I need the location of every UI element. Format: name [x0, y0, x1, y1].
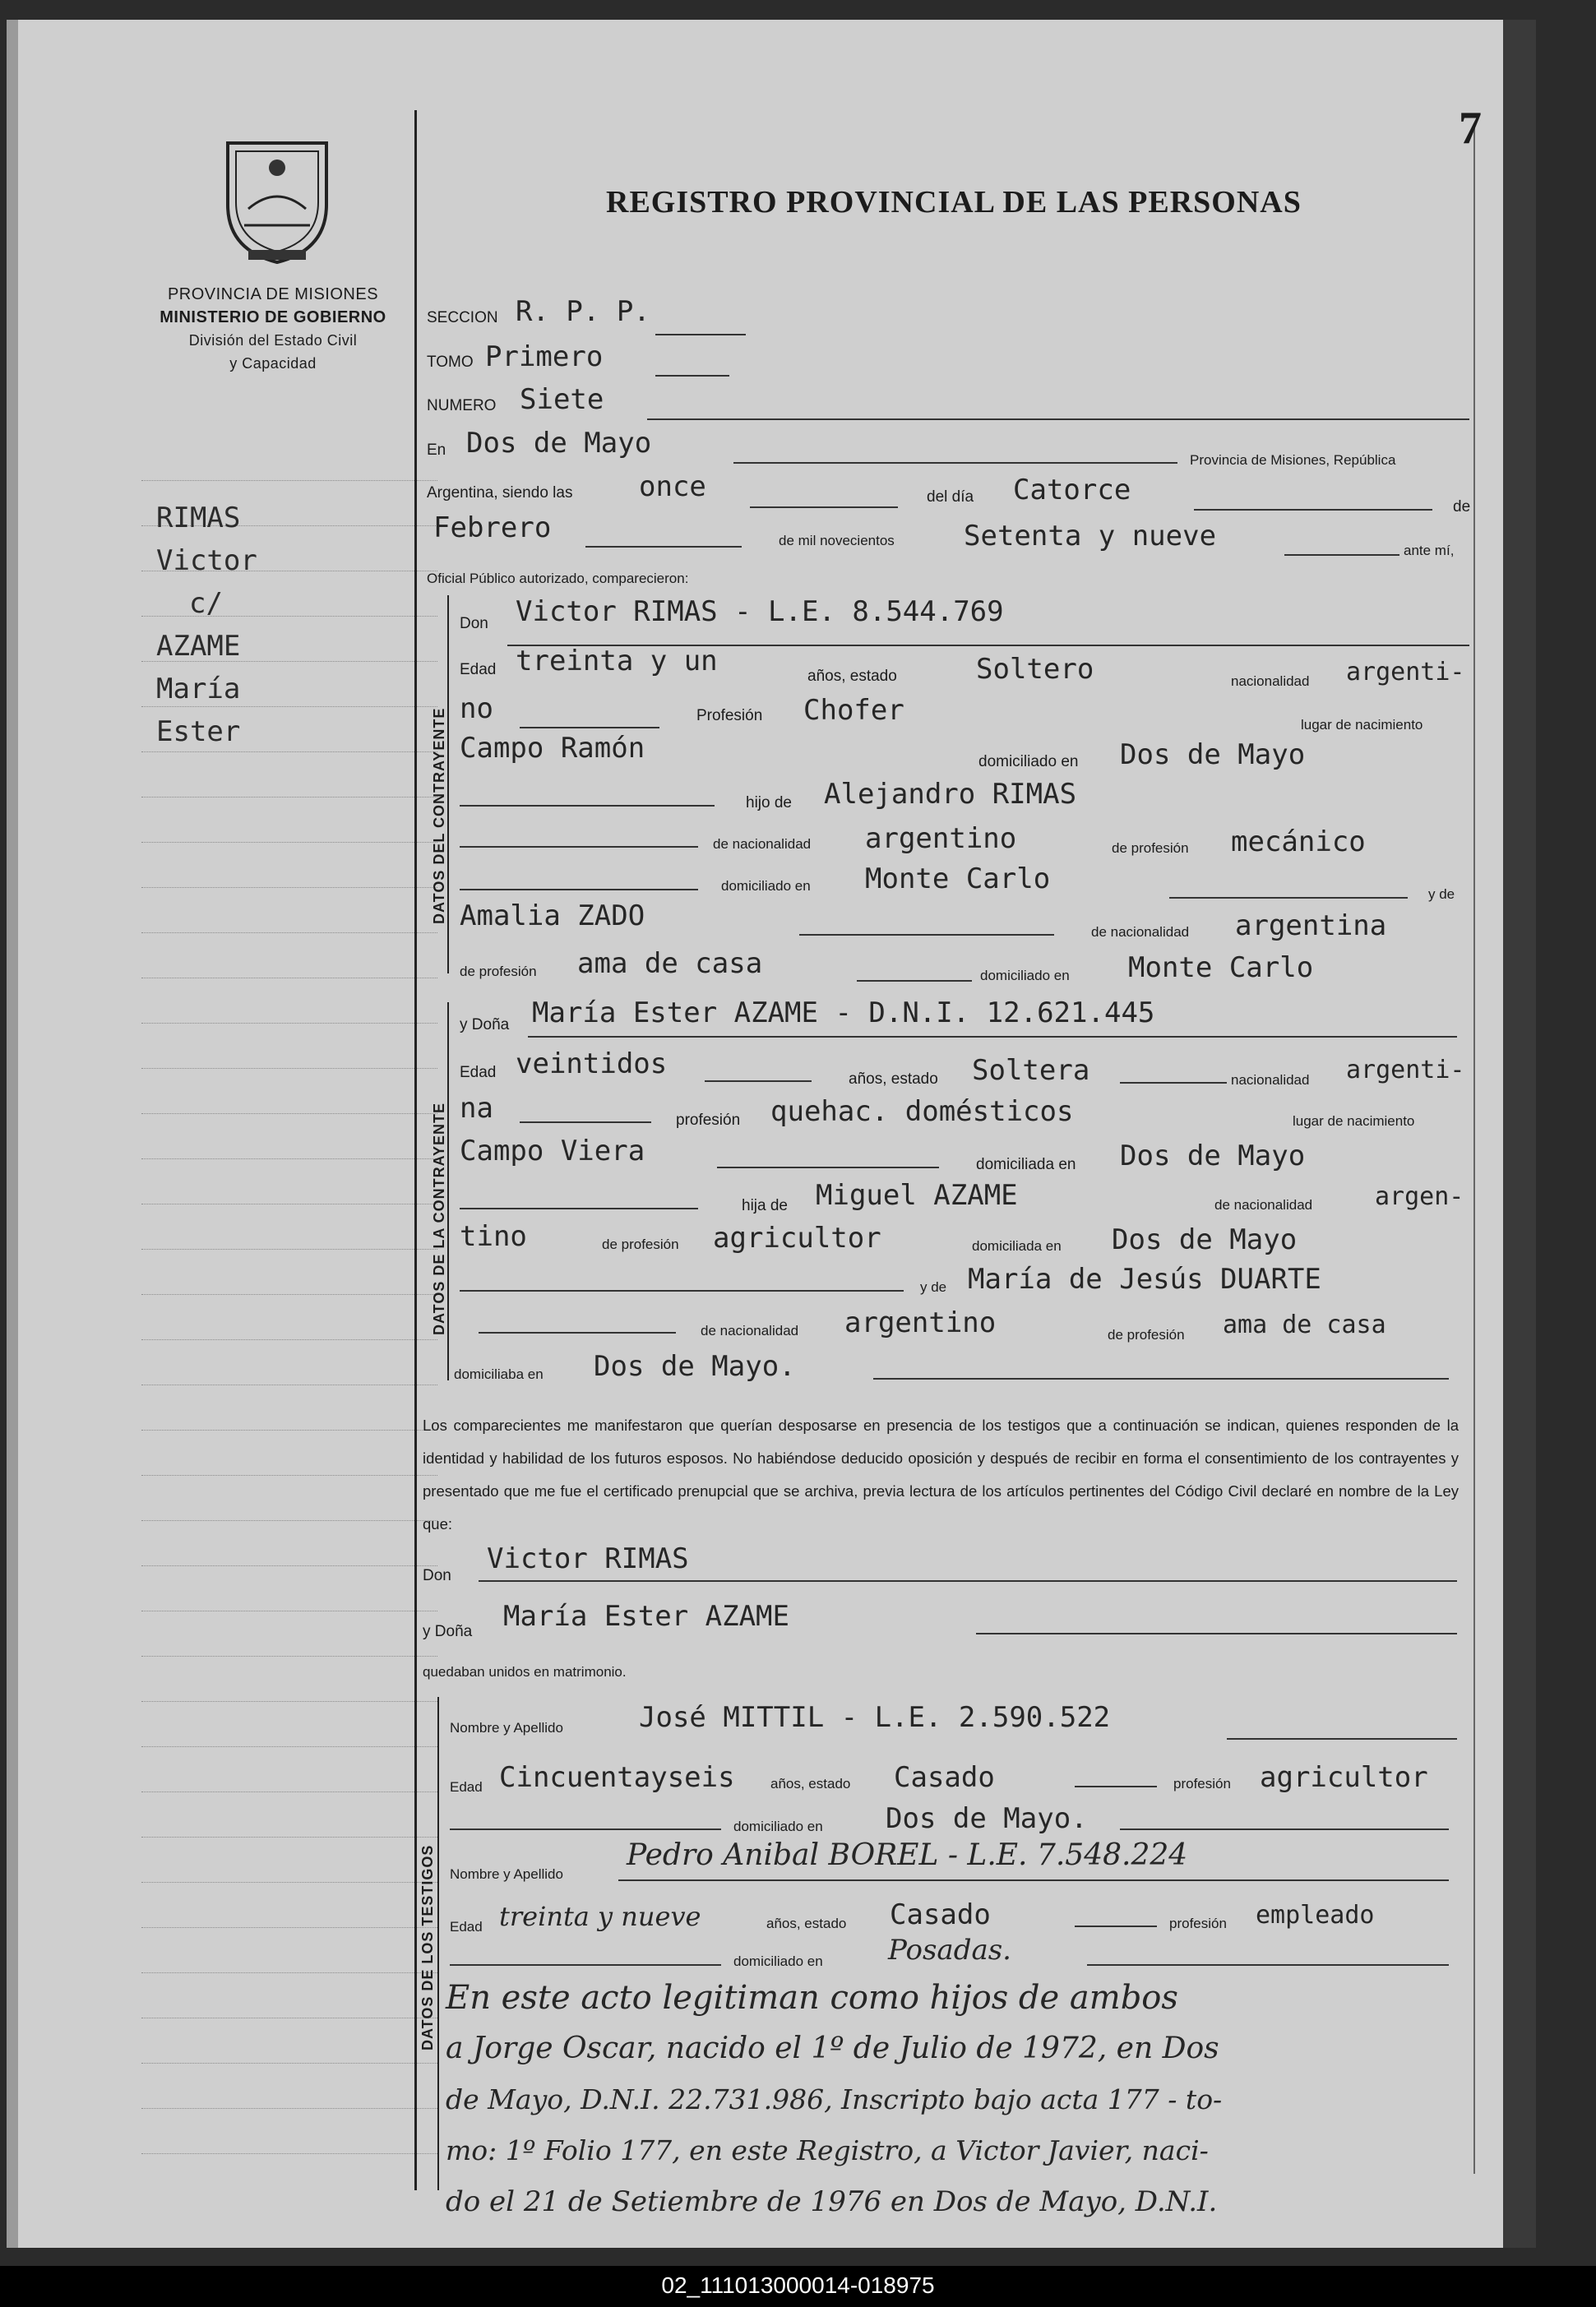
domicilio-label: domiciliado en: [978, 753, 1079, 770]
register-page: [7, 20, 1503, 2248]
t2-estado-label: años, estado: [766, 1916, 847, 1931]
t1-edad-label: Edad: [450, 1779, 483, 1795]
contrayente-edad: treinta y un: [516, 645, 718, 677]
en-label: En: [427, 442, 446, 459]
section-label-contrayente: DATOS DEL CONTRAYENTE: [431, 707, 447, 924]
division-label-2: y Capacidad: [229, 355, 317, 372]
t2-nombre-label: Nombre y Apellido: [450, 1866, 563, 1882]
f-madre-dom-label: domiciliaba en: [454, 1366, 544, 1382]
contrayente-f-nacionalidad: argenti-: [1346, 1056, 1465, 1084]
handwritten-note: [446, 1972, 1465, 2227]
f-madre-prof-label: de profesión: [1108, 1327, 1185, 1343]
t1-estado-label: años, estado: [770, 1776, 851, 1792]
numero-label: NUMERO: [427, 397, 497, 414]
f-padre-nacionalidad: argen-: [1375, 1182, 1464, 1211]
f-padre-prof-label: de profesión: [602, 1237, 679, 1252]
t1-domicilio: Dos de Mayo.: [886, 1802, 1088, 1835]
padre-prof-label: de profesión: [1112, 840, 1189, 856]
margin-note-line: Ester: [156, 715, 241, 748]
domicilio-f-label: domiciliada en: [976, 1156, 1076, 1173]
contrayente-f-lugar: Campo Viera: [460, 1135, 645, 1167]
f-padre-nacionalidad-2: tino: [460, 1220, 527, 1253]
document-id-footer: 02_111013000014-018975: [0, 2266, 1596, 2307]
f-y-de-label: y de: [920, 1279, 947, 1295]
contrayente-domicilio: Dos de Mayo: [1120, 738, 1306, 771]
madre-nac-label: de nacionalidad: [1091, 924, 1190, 940]
tomo-value: Primero: [485, 340, 604, 373]
seccion-label: SECCION: [427, 309, 498, 326]
padre-domicilio: Monte Carlo: [865, 862, 1051, 895]
ante-label: ante mí,: [1404, 543, 1455, 558]
t1-edad: Cincuentayseis: [499, 1761, 735, 1794]
union-don-label: Don: [423, 1567, 451, 1584]
t2-estado: Casado: [890, 1898, 991, 1931]
seccion-value: R. P. P.: [516, 295, 650, 328]
union-don: Victor RIMAS: [487, 1542, 689, 1575]
margin-note-line: AZAME: [156, 630, 241, 663]
y-de-label: y de: [1428, 886, 1455, 902]
argentina-label: Argentina, siendo las: [427, 484, 573, 502]
margin-note-line: María: [156, 673, 241, 705]
contrayente-f-name: María Ester AZAME - D.N.I. 12.621.445: [532, 996, 1155, 1029]
note-line: a Jorge Oscar, nacido el 1º de Julio de 1972, en Dos: [446, 2032, 1219, 2065]
del-dia-label: del día: [927, 488, 974, 506]
de-label: de: [1453, 498, 1471, 515]
numero-value: Siete: [520, 383, 604, 416]
contrayente-f-profesion: quehac. domésticos: [770, 1095, 1074, 1128]
margin-note-line: c/: [189, 587, 223, 620]
contrayente-profesion: Chofer: [803, 694, 904, 727]
estado-label: años, estado: [807, 668, 897, 685]
hora-value: once: [639, 470, 706, 503]
t1-dom-label: domiciliado en: [733, 1819, 823, 1834]
contrayente-lugar: Campo Ramón: [460, 732, 645, 765]
mil-label: de mil novecientos: [779, 533, 895, 548]
t1-nombre-label: Nombre y Apellido: [450, 1720, 563, 1736]
contrayente-f-nacionalidad-2: na: [460, 1092, 493, 1125]
lugar-f-label: lugar de nacimiento: [1293, 1113, 1415, 1129]
issuing-authority: [141, 283, 405, 375]
provincia-label: Provincia de Misiones, República: [1190, 452, 1396, 468]
t2-nombre: Pedro Anibal BOREL - L.E. 7.548.224: [627, 1838, 1188, 1872]
note-line: En este acto legitiman como hijos de ambos: [446, 1979, 1178, 2017]
ministry-label: MINISTERIO DE GOBIERNO: [160, 308, 386, 326]
tomo-label: TOMO: [427, 354, 474, 371]
padre-dom-label: domiciliado en: [721, 878, 811, 894]
f-madre-name: María de Jesús DUARTE: [968, 1263, 1321, 1296]
anio-value: Setenta y nueve: [964, 520, 1217, 552]
t2-dom-label: domiciliado en: [733, 1953, 823, 1969]
dona-label: y Doña: [460, 1016, 510, 1033]
t2-edad: treinta y nueve: [499, 1901, 701, 1932]
edad-f-label: Edad: [460, 1064, 497, 1081]
dia-value: Catorce: [1013, 474, 1131, 506]
note-line: do el 21 de Setiembre de 1976 en Dos de Mayo, D.N.I.: [446, 2185, 1218, 2218]
note-line: mo: 1º Folio 177, en este Registro, a Victor Javier, naci-: [446, 2134, 1209, 2166]
contrayente-nacionalidad: argenti-: [1346, 658, 1465, 687]
declaration-text: Los comparecientes me manifestaron que querían desposarse en presencia de los testigos que a continuación se indican, quienes responden de la identidad y habilidad de los futuros esposos. No habiéndose deducido oposición y después de recibir en forma el consentimiento de los contrayentes y presentado que me fue el certificado prenupcial que se archiva, previa lectura de los artículos pertinentes del Código Civil declaré en nombre de la Ley que:: [423, 1417, 1459, 1533]
quedaban-label: quedaban unidos en matrimonio.: [423, 1664, 627, 1680]
hijo-label: hijo de: [746, 794, 792, 811]
t2-domicilio: Posadas.: [888, 1934, 1011, 1967]
union-dona-label: y Doña: [423, 1623, 473, 1640]
t1-prof-label: profesión: [1173, 1776, 1231, 1792]
division-label: División del Estado Civil: [188, 332, 358, 349]
f-padre-nac-label: de nacionalidad: [1214, 1197, 1313, 1213]
page-number: 7: [1459, 103, 1482, 154]
margin-note-line: Victor: [156, 544, 257, 577]
contrayente-name: Victor RIMAS - L.E. 8.544.769: [516, 595, 1004, 628]
note-line: de Mayo, D.N.I. 22.731.986, Inscripto bajo acta 177 - to-: [446, 2083, 1223, 2115]
margin-note-line: RIMAS: [156, 502, 241, 534]
contrayente-f-domicilio: Dos de Mayo: [1120, 1140, 1306, 1172]
section-label-contrayente-f: DATOS DE LA CONTRAYENTE: [431, 1102, 447, 1335]
oficial-label: Oficial Público autorizado, comparecieron:: [427, 571, 689, 586]
padre-nac-label: de nacionalidad: [713, 836, 812, 852]
madre-name: Amalia ZADO: [460, 899, 645, 932]
f-madre-nac-label: de nacionalidad: [701, 1323, 799, 1338]
margin-note: [156, 497, 257, 753]
margin-divider: [414, 110, 417, 2190]
f-madre-nacionalidad: argentino: [844, 1306, 997, 1339]
f-padre-profesion: agricultor: [713, 1222, 881, 1255]
f-madre-profesion: ama de casa: [1223, 1311, 1386, 1339]
page-title: REGISTRO PROVINCIAL DE LAS PERSONAS: [606, 185, 1302, 220]
don-label: Don: [460, 615, 488, 632]
contrayente-f-edad: veintidos: [516, 1047, 668, 1080]
madre-prof-label: de profesión: [460, 964, 537, 979]
province-label: PROVINCIA DE MISIONES: [167, 285, 379, 303]
f-padre-dom-label: domiciliada en: [972, 1238, 1062, 1254]
t2-prof-label: profesión: [1169, 1916, 1227, 1931]
madre-domicilio: Monte Carlo: [1128, 951, 1314, 984]
madre-profesion: ama de casa: [577, 947, 763, 980]
nacionalidad-label: nacionalidad: [1231, 673, 1310, 689]
madre-dom-label: domiciliado en: [980, 968, 1070, 983]
f-padre-domicilio: Dos de Mayo: [1112, 1223, 1298, 1256]
hija-label: hija de: [742, 1197, 788, 1214]
profesion-label: Profesión: [696, 707, 763, 724]
madre-nacionalidad: argentina: [1235, 909, 1387, 942]
t1-estado: Casado: [894, 1761, 995, 1794]
mes-value: Febrero: [433, 511, 552, 544]
right-border: [1473, 127, 1475, 2174]
en-value: Dos de Mayo: [466, 427, 652, 460]
union-dona: María Ester AZAME: [503, 1600, 789, 1633]
t2-profesion: empleado: [1256, 1901, 1375, 1930]
padre-nacionalidad: argentino: [865, 822, 1017, 855]
padre-profesion: mecánico: [1231, 825, 1366, 858]
f-padre-name: Miguel AZAME: [816, 1179, 1018, 1212]
t1-nombre: José MITTIL - L.E. 2.590.522: [639, 1701, 1111, 1734]
contrayente-nacionalidad-2: no: [460, 692, 493, 725]
t1-profesion: agricultor: [1260, 1761, 1428, 1794]
nacionalidad-f-label: nacionalidad: [1231, 1072, 1310, 1088]
t2-edad-label: Edad: [450, 1919, 483, 1935]
f-madre-domicilio: Dos de Mayo.: [594, 1350, 796, 1383]
lugar-label: lugar de nacimiento: [1301, 717, 1423, 733]
section-label-testigos: DATOS DE LOS TESTIGOS: [419, 1844, 436, 2050]
padre-name: Alejandro RIMAS: [824, 778, 1077, 811]
province-seal-icon: [215, 127, 339, 266]
estado-f-label: años, estado: [849, 1070, 938, 1088]
edad-label: Edad: [460, 661, 497, 678]
profesion-f-label: profesión: [676, 1112, 741, 1129]
contrayente-estado: Soltero: [976, 653, 1094, 686]
contrayente-f-estado: Soltera: [972, 1054, 1090, 1087]
